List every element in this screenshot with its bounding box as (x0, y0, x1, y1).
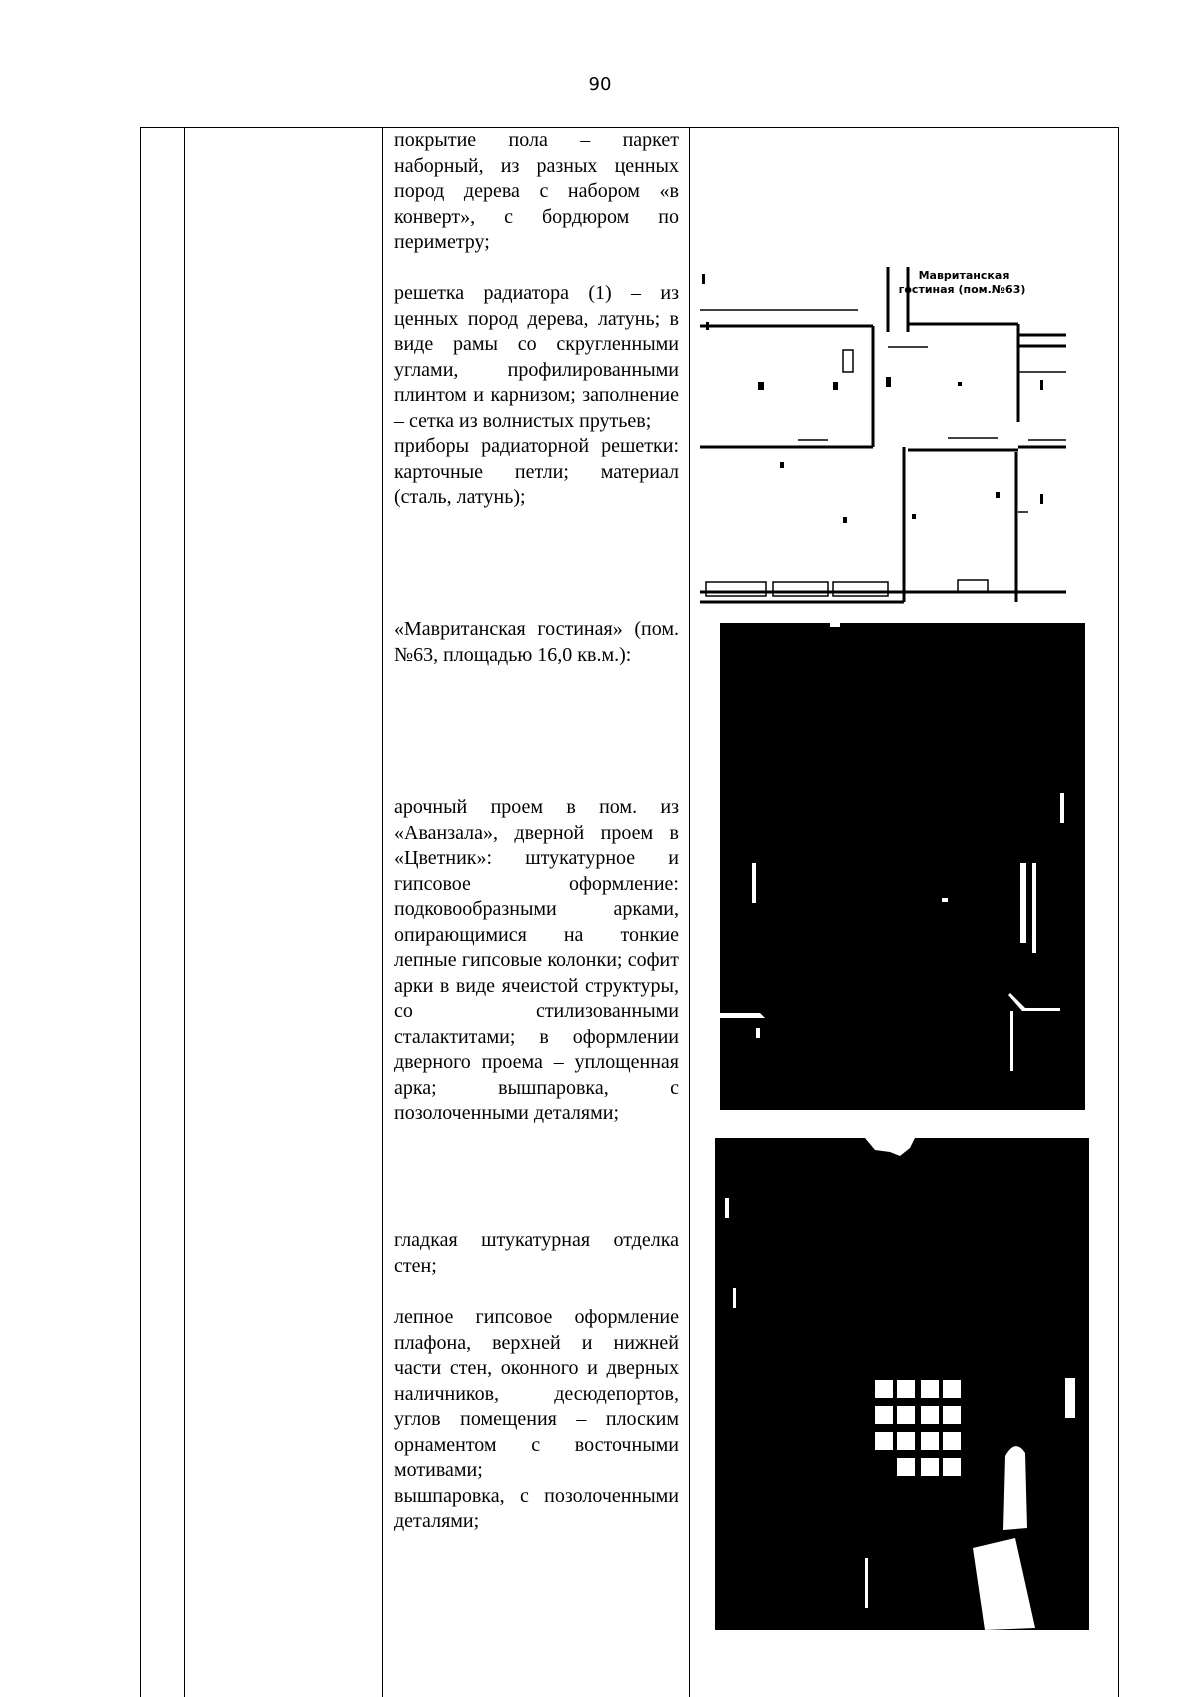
interior-photo-svg (715, 1138, 1089, 1630)
archway-photo-svg (720, 623, 1085, 1110)
floor-plan-drawing (698, 262, 1068, 612)
interior-photo (715, 1138, 1089, 1630)
ceiling-decor-text: лепное гипсовое оформление плафона, верхней и нижней части стен, оконного и дверных наличников, десюдепортов, углов помещения – плоским орнаментом с восточными мотивами; вышпаровка, с позолоченными деталями; (394, 1306, 679, 1532)
room-heading-text: «Мавританская гостиная» (пом. №63, площадью 16,0 кв.м.): (394, 618, 679, 666)
radiator-grille-text: решетка радиатора (1) – из ценных пород дерева, латунь; в виде рамы со скругленными углами, профилированными плинтом и карнизом; заполнение – сетка из волнистых прутьев; приборы радиаторной решетки: карточные петли; материал (сталь, латунь); (394, 282, 679, 508)
floor-plan-label-line2: гостиная (пом.№63) (898, 283, 1026, 296)
arch-opening-text: арочный проем в пом. из «Аванзала», дверной проем в «Цветник»: штукатурное и гипсовое оформление: подковообразными арками, опирающимися на тонкие лепные гипсовые колонки; софит арки в виде ячеистой структуры, со стилизованными сталактитами; в оформлении дверного проема – уплощенная арка; вышпаровка, с позолоченными деталями; (394, 796, 679, 1124)
floor-covering-text: покрытие пола – паркет наборный, из разных ценных пород дерева с набором «в конверт», с бордюром по периметру; (394, 129, 679, 253)
column-divider-3 (689, 128, 690, 1697)
page-number: 90 (588, 74, 612, 95)
archway-photo (720, 623, 1085, 1110)
column-divider-2 (382, 128, 383, 1697)
column-divider-1 (184, 128, 185, 1697)
floor-plan-svg (698, 262, 1068, 612)
wall-finish-text: гладкая штукатурная отделка стен; (394, 1229, 679, 1277)
floor-plan-label-line1: Мавританская (918, 269, 1010, 282)
